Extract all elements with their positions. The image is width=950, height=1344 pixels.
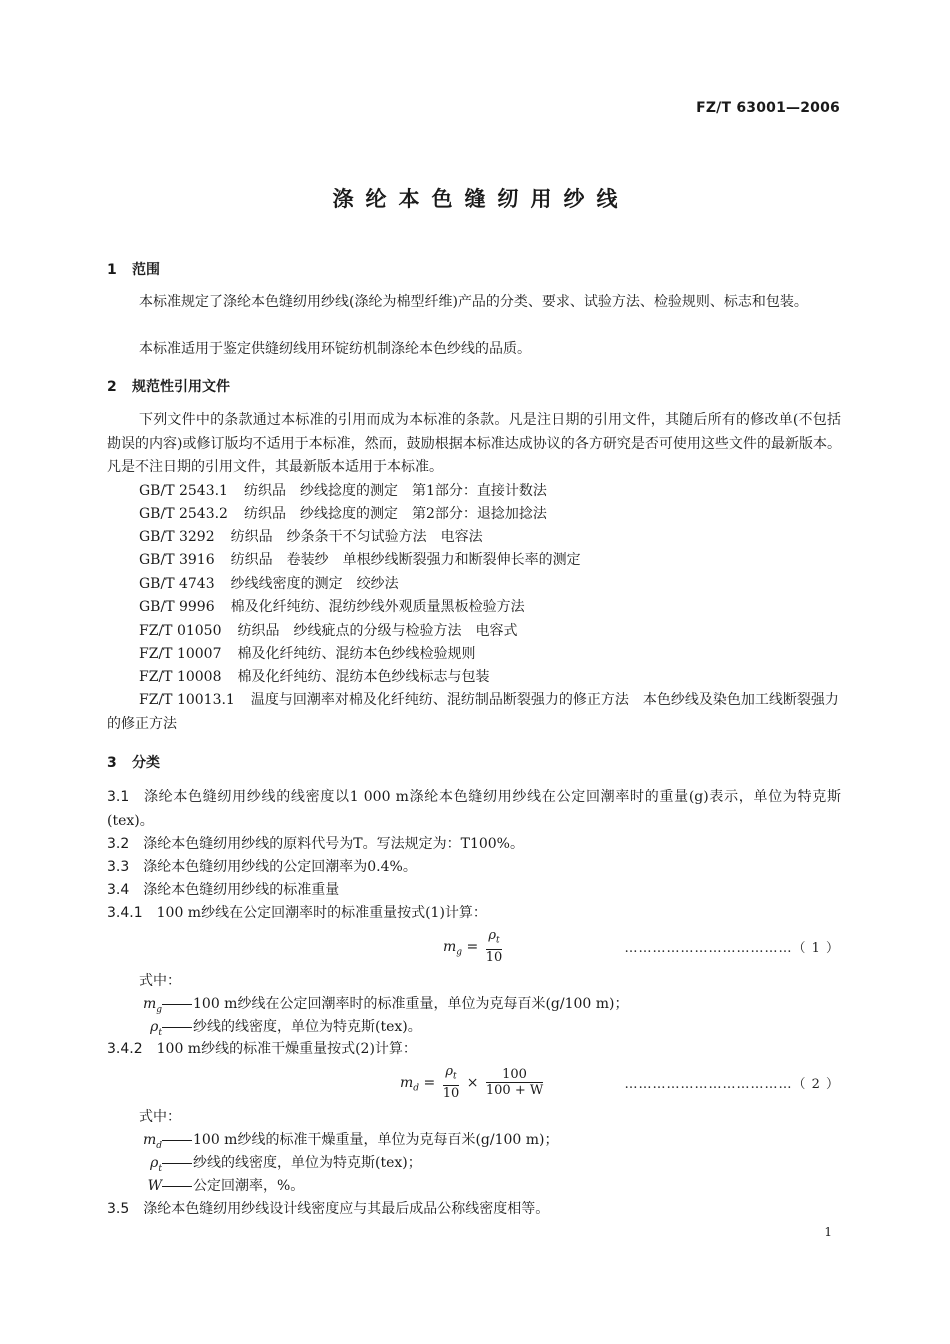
formula-symbol: m xyxy=(443,938,457,955)
fraction-numerator xyxy=(486,928,503,950)
symbol: W xyxy=(147,1178,162,1194)
reference-item xyxy=(139,573,841,596)
definition-line xyxy=(140,1152,422,1174)
times-sign: × xyxy=(466,1074,479,1091)
page-number: 1 xyxy=(824,1225,832,1239)
reference-item xyxy=(107,689,841,736)
clause-3-2 xyxy=(107,833,841,857)
clause-number: 3.4 xyxy=(107,882,130,898)
def-text: 100 m纱线的标准干燥重量，单位为克每百米(g/100 m)； xyxy=(193,1132,559,1148)
where-label: 式中： xyxy=(139,1109,181,1125)
section-1-paragraph-2: 本标准适用于鉴定供缝纫线用环锭纺机制涤纶本色纱线的品质。 xyxy=(139,341,531,357)
reference-title: 纱线线密度的测定 绞纱法 xyxy=(230,576,399,592)
reference-code: GB/T 2543.2 xyxy=(139,506,228,522)
reference-code: GB/T 3916 xyxy=(139,552,215,568)
clause-number: 3.3 xyxy=(107,859,130,875)
symbol: m xyxy=(142,1132,157,1148)
document-title: 涤纶本色缝纫用纱线 xyxy=(332,187,630,211)
clause-3-4 xyxy=(107,879,841,903)
section-number: 3 xyxy=(107,755,117,771)
fraction xyxy=(486,928,503,966)
reference-code: FZ/T 01050 xyxy=(139,623,222,639)
clause-number: 3.4.1 xyxy=(107,905,143,921)
em-dash xyxy=(162,1163,192,1164)
formula-1 xyxy=(443,928,505,966)
symbol: ρ xyxy=(150,1155,159,1171)
def-text: 公定回潮率，%。 xyxy=(193,1178,305,1194)
reference-title: 纺织品 纱线捻度的测定 第1部分：直接计数法 xyxy=(243,483,547,499)
clause-3-4-2 xyxy=(107,1038,841,1062)
def-text: 纱线的线密度，单位为特克斯(tex)； xyxy=(193,1155,422,1171)
reference-item xyxy=(139,549,841,572)
clause-text: 涤纶本色缝纫用纱线的原料代号为T。写法规定为：T100%。 xyxy=(143,836,524,852)
equation-number-2: ………………………………（ 2 ） xyxy=(624,1077,840,1092)
reference-code: GB/T 9996 xyxy=(139,599,215,615)
fraction-numerator xyxy=(443,1064,460,1086)
formula-subscript: g xyxy=(456,947,463,958)
clause-text: 涤纶本色缝纫用纱线的公定回潮率为0.4%。 xyxy=(143,859,417,875)
em-dash xyxy=(162,1027,192,1028)
rho-symbol: ρ xyxy=(488,928,496,943)
reference-title: 纺织品 卷装纱 单根纱线断裂强力和断裂伸长率的测定 xyxy=(230,552,581,568)
reference-title: 棉及化纤纯纺、混纺纱线外观质量黑板检验方法 xyxy=(230,599,525,615)
reference-title: 纺织品 纱线捻度的测定 第2部分：退捻加捻法 xyxy=(243,506,547,522)
reference-item xyxy=(139,480,841,503)
section-title: 分类 xyxy=(132,755,160,771)
formula-subscript: d xyxy=(413,1083,420,1094)
formula-subscript: t xyxy=(495,935,500,946)
clause-3-5 xyxy=(107,1198,841,1222)
formula-2 xyxy=(400,1064,546,1102)
subscript: t xyxy=(158,1027,162,1038)
reference-item xyxy=(139,643,841,666)
section-title: 范围 xyxy=(132,262,160,278)
clause-3-4-1 xyxy=(107,902,841,926)
subscript: t xyxy=(158,1163,162,1174)
standard-number: FZ/T 63001—2006 xyxy=(696,100,840,116)
clause-number: 3.2 xyxy=(107,836,130,852)
clause-text: 涤纶本色缝纫用纱线的线密度以1 000 m涤纶本色缝纫用纱线在公定回潮率时的重量(g)表示，单位为特克斯(tex)。 xyxy=(107,789,841,829)
reference-title: 纺织品 纱线疵点的分级与检验方法 电容式 xyxy=(237,623,518,639)
reference-code: FZ/T 10007 xyxy=(139,646,222,662)
clause-number: 3.5 xyxy=(107,1201,130,1217)
clause-text: 100 m纱线的标准干燥重量按式(2)计算： xyxy=(156,1041,417,1057)
reference-item xyxy=(139,596,841,619)
reference-title: 棉及化纤纯纺、混纺本色纱线标志与包装 xyxy=(237,669,490,685)
clause-number: 3.4.2 xyxy=(107,1041,143,1057)
section-3-heading xyxy=(107,752,160,772)
fraction-denominator: 10 xyxy=(485,949,503,965)
def-text: 100 m纱线在公定回潮率时的标准重量，单位为克每百米(g/100 m)； xyxy=(193,996,629,1012)
section-2-intro: 下列文件中的条款通过本标准的引用而成为本标准的条款。凡是注日期的引用文件，其随后所有的修改单(不包括勘误的内容)或修订版均不适用于本标准，然而，鼓励根据本标准达成协议的各方研究是否可使用这些文件的最新版本。凡是不注日期的引用文件，其最新版本适用于本标准。 xyxy=(107,412,841,475)
fraction-denominator: 10 xyxy=(442,1085,460,1101)
definition-line xyxy=(140,1129,559,1151)
symbol: m xyxy=(142,996,157,1012)
equals-sign: = xyxy=(466,938,479,955)
reference-title: 棉及化纤纯纺、混纺本色纱线检验规则 xyxy=(237,646,476,662)
subscript: d xyxy=(156,1140,162,1151)
clause-text: 涤纶本色缝纫用纱线设计线密度应与其最后成品公称线密度相等。 xyxy=(143,1201,550,1217)
reference-code: GB/T 3292 xyxy=(139,529,215,545)
rho-symbol: ρ xyxy=(445,1064,453,1079)
definition-line xyxy=(140,1016,422,1038)
where-label: 式中： xyxy=(139,973,181,989)
equation-number-1: ………………………………（ 1 ） xyxy=(624,941,840,956)
reference-item xyxy=(139,526,841,549)
def-symbol xyxy=(140,996,162,1015)
section-title: 规范性引用文件 xyxy=(132,379,230,395)
reference-title: 温度与回潮率对棉及化纤纯纺、混纺制品断裂强力的修正方法 本色纱线及染色加工线断裂强力的修正方法 xyxy=(107,692,839,732)
section-2-heading xyxy=(107,376,230,396)
def-text: 纱线的线密度，单位为特克斯(tex)。 xyxy=(193,1019,422,1035)
clause-number: 3.1 xyxy=(107,789,130,805)
formula-symbol: m xyxy=(400,1074,414,1091)
equals-sign: = xyxy=(423,1074,436,1091)
section-number: 1 xyxy=(107,262,117,278)
reference-item xyxy=(139,666,841,689)
reference-item xyxy=(139,503,841,526)
reference-code: FZ/T 10013.1 xyxy=(139,692,235,708)
em-dash xyxy=(162,1140,192,1141)
em-dash xyxy=(162,1004,192,1005)
section-number: 2 xyxy=(107,379,117,395)
em-dash xyxy=(162,1186,192,1187)
reference-title: 纺织品 纱条条干不匀试验方法 电容法 xyxy=(230,529,483,545)
reference-code: FZ/T 10008 xyxy=(139,669,222,685)
fraction-denominator: 100 + W xyxy=(485,1082,544,1098)
def-symbol xyxy=(140,1178,162,1197)
section-1-heading xyxy=(107,259,160,279)
reference-item xyxy=(139,620,841,643)
clause-3-3 xyxy=(107,856,841,880)
section-1-paragraph-1: 本标准规定了涤纶本色缝纫用纱线(涤纶为棉型纤维)产品的分类、要求、试验方法、检验规则、标志和包装。 xyxy=(139,294,808,310)
def-symbol xyxy=(140,1019,162,1038)
definition-line xyxy=(140,1175,304,1197)
fraction-numerator: 100 xyxy=(486,1067,543,1083)
clause-3-1 xyxy=(107,786,841,833)
subscript: g xyxy=(156,1004,162,1015)
fraction xyxy=(443,1064,460,1102)
formula-subscript: t xyxy=(452,1071,457,1082)
reference-code: GB/T 2543.1 xyxy=(139,483,228,499)
fraction xyxy=(486,1067,543,1099)
clause-text: 100 m纱线在公定回潮率时的标准重量按式(1)计算： xyxy=(156,905,487,921)
reference-code: GB/T 4743 xyxy=(139,576,215,592)
def-symbol xyxy=(140,1132,162,1151)
symbol: ρ xyxy=(150,1019,159,1035)
clause-text: 涤纶本色缝纫用纱线的标准重量 xyxy=(143,882,340,898)
definition-line xyxy=(140,993,629,1015)
def-symbol xyxy=(140,1155,162,1174)
